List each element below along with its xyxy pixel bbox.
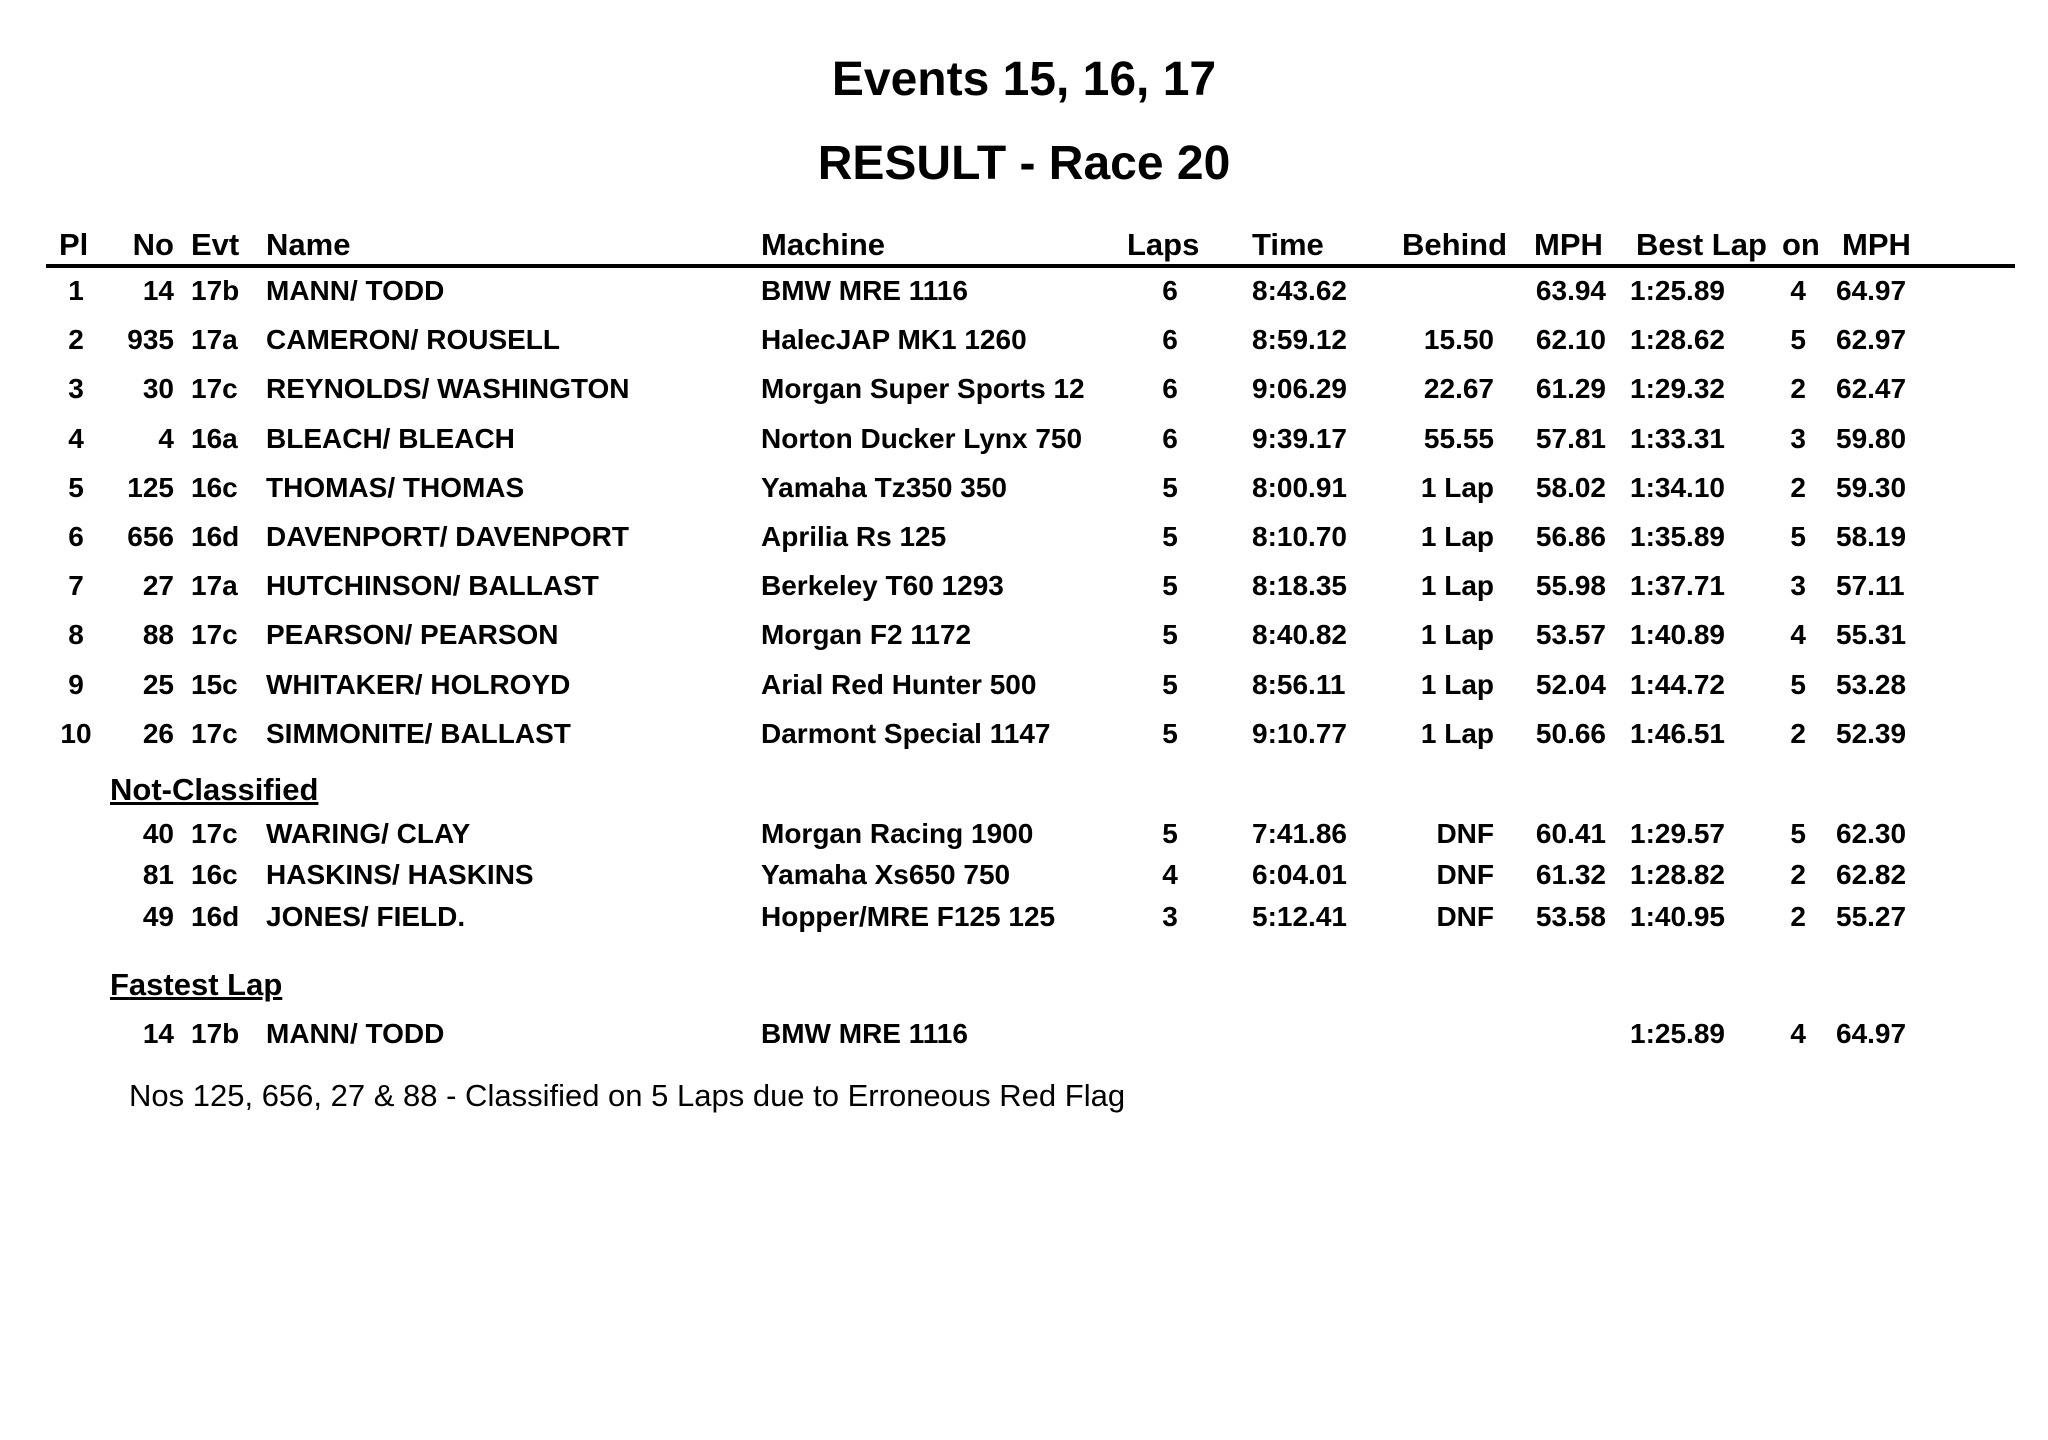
- cell-no: 88: [142, 619, 174, 651]
- cell-name: MANN/ TODD: [266, 275, 445, 306]
- cell-best-mph: 62.82: [1836, 859, 1907, 890]
- cell-mph: 62.10: [1535, 324, 1606, 356]
- cell-best-mph: 62.97: [1836, 324, 1907, 356]
- cell-no: 27: [142, 570, 174, 602]
- cell-pl: 6: [68, 521, 84, 552]
- cell-machine: Hopper/MRE F125 125: [761, 901, 1056, 932]
- cell-best-lap: 1:33.31: [1630, 422, 1725, 454]
- cell-time: 8:40.82: [1252, 619, 1347, 651]
- cell-machine: Arial Red Hunter 500: [761, 668, 1037, 700]
- cell-machine: Morgan Racing 1900: [761, 818, 1034, 849]
- table-row: [0, 419, 2048, 459]
- cell-best-mph: 62.30: [1836, 818, 1907, 849]
- cell-time: 8:56.11: [1252, 668, 1346, 700]
- cell-time: 8:00.91: [1252, 471, 1347, 503]
- cell-behind: 1 Lap: [1420, 570, 1494, 602]
- cell-evt: 17b: [191, 1018, 240, 1049]
- cell-behind: DNF: [1436, 859, 1494, 890]
- cell-best-mph: 62.47: [1836, 373, 1907, 405]
- cell-time: 5:12.41: [1252, 901, 1347, 932]
- cell-best-mph: 53.28: [1836, 668, 1907, 700]
- cell-pl: 10: [60, 717, 92, 749]
- cell-no: 40: [142, 818, 174, 849]
- cell-pl: 7: [68, 570, 84, 602]
- cell-behind: 1 Lap: [1420, 471, 1494, 503]
- table-row: [0, 271, 2048, 311]
- cell-best-lap: 1:40.95: [1630, 901, 1725, 932]
- header-name: Name: [266, 227, 351, 262]
- cell-mph: 53.57: [1535, 619, 1606, 651]
- cell-time: 9:39.17: [1252, 422, 1347, 454]
- cell-time: 8:59.12: [1252, 324, 1347, 356]
- cell-name: MANN/ TODD: [266, 1018, 445, 1049]
- cell-time: 8:18.35: [1252, 570, 1347, 602]
- header-time: Time: [1252, 227, 1324, 262]
- cell-machine: Yamaha Xs650 750: [761, 859, 1011, 890]
- cell-best-mph: 55.27: [1836, 901, 1907, 932]
- cell-no: 25: [142, 668, 174, 700]
- cell-laps: 6: [1162, 373, 1178, 405]
- cell-on: 4: [1790, 275, 1806, 306]
- cell-on: 4: [1790, 1018, 1806, 1049]
- cell-machine: Morgan Super Sports 12: [761, 373, 1085, 405]
- page-subtitle: RESULT - Race 20: [817, 137, 1231, 190]
- cell-behind: 1 Lap: [1420, 717, 1494, 749]
- cell-no: 14: [142, 1018, 174, 1049]
- cell-evt: 15c: [191, 668, 238, 700]
- cell-best-lap: 1:34.10: [1630, 471, 1725, 503]
- header-on: on: [1782, 227, 1820, 262]
- table-row: [0, 714, 2048, 754]
- cell-laps: 5: [1162, 570, 1178, 602]
- cell-mph: 60.41: [1535, 818, 1606, 849]
- cell-mph: 63.94: [1535, 275, 1606, 306]
- cell-on: 2: [1790, 373, 1806, 405]
- cell-time: 9:10.77: [1252, 717, 1347, 749]
- cell-no: 4: [158, 422, 174, 454]
- cell-behind: 22.67: [1423, 373, 1494, 405]
- cell-no: 935: [127, 324, 174, 356]
- table-row: [0, 369, 2048, 409]
- cell-best-lap: 1:28.82: [1630, 859, 1725, 890]
- table-row: [0, 517, 2048, 557]
- cell-no: 30: [142, 373, 174, 405]
- cell-on: 5: [1790, 521, 1806, 552]
- header-pl: Pl: [59, 227, 89, 262]
- cell-time: 8:43.62: [1252, 275, 1347, 306]
- cell-evt: 16a: [191, 422, 238, 454]
- header-behind: Behind: [1402, 227, 1508, 262]
- cell-laps: 5: [1162, 717, 1178, 749]
- cell-laps: 5: [1162, 521, 1178, 552]
- cell-no: 81: [142, 859, 174, 890]
- cell-evt: 16d: [191, 901, 240, 932]
- cell-machine: BMW MRE 1116: [761, 1018, 968, 1049]
- cell-name: THOMAS/ THOMAS: [266, 471, 525, 503]
- cell-time: 7:41.86: [1252, 818, 1347, 849]
- table-row: [0, 320, 2048, 360]
- cell-best-lap: 1:29.57: [1630, 818, 1725, 849]
- cell-laps: 5: [1162, 619, 1178, 651]
- cell-time: 6:04.01: [1252, 859, 1347, 890]
- cell-on: 4: [1790, 619, 1806, 651]
- cell-best-lap: 1:46.51: [1630, 717, 1725, 749]
- cell-no: 14: [142, 275, 174, 306]
- cell-on: 3: [1790, 570, 1806, 602]
- cell-no: 49: [142, 901, 174, 932]
- cell-pl: 9: [68, 668, 84, 700]
- cell-name: HUTCHINSON/ BALLAST: [266, 570, 599, 602]
- cell-mph: 58.02: [1535, 471, 1606, 503]
- cell-pl: 3: [68, 373, 84, 405]
- header-evt: Evt: [191, 227, 240, 262]
- cell-pl: 8: [68, 619, 84, 651]
- cell-name: WHITAKER/ HOLROYD: [266, 668, 571, 700]
- cell-best-mph: 59.80: [1836, 422, 1907, 454]
- table-row: [0, 566, 2048, 606]
- cell-mph: 61.32: [1535, 859, 1606, 890]
- cell-on: 2: [1790, 471, 1806, 503]
- cell-evt: 17a: [191, 324, 238, 356]
- cell-evt: 16d: [191, 521, 240, 552]
- cell-mph: 53.58: [1535, 901, 1606, 932]
- cell-time: 8:10.70: [1252, 521, 1347, 552]
- table-row: [0, 855, 2048, 895]
- cell-evt: 16c: [191, 859, 238, 890]
- table-row: [0, 897, 2048, 937]
- cell-laps: 5: [1162, 471, 1178, 503]
- cell-on: 5: [1790, 818, 1806, 849]
- cell-machine: BMW MRE 1116: [761, 275, 968, 306]
- cell-time: 9:06.29: [1252, 373, 1347, 405]
- cell-name: PEARSON/ PEARSON: [266, 619, 559, 651]
- table-row: [0, 1014, 2048, 1054]
- cell-best-lap: 1:40.89: [1630, 619, 1725, 651]
- table-row: [0, 665, 2048, 705]
- table-row: [0, 615, 2048, 655]
- cell-mph: 52.04: [1535, 668, 1606, 700]
- cell-on: 2: [1790, 901, 1806, 932]
- cell-laps: 6: [1162, 275, 1178, 306]
- cell-best-lap: 1:29.32: [1630, 373, 1725, 405]
- cell-on: 2: [1790, 717, 1806, 749]
- cell-pl: 1: [68, 275, 84, 306]
- cell-evt: 16c: [191, 471, 238, 503]
- cell-laps: 5: [1162, 818, 1178, 849]
- cell-machine: Berkeley T60 1293: [761, 570, 1004, 602]
- cell-name: SIMMONITE/ BALLAST: [266, 717, 571, 749]
- cell-evt: 17c: [191, 619, 238, 651]
- cell-laps: 6: [1162, 324, 1178, 356]
- fastest-lap-heading: Fastest Lap: [110, 967, 283, 1002]
- cell-machine: HalecJAP MK1 1260: [761, 324, 1027, 356]
- cell-no: 125: [127, 471, 174, 503]
- header-laps: Laps: [1127, 227, 1200, 262]
- cell-best-mph: 59.30: [1836, 471, 1907, 503]
- cell-laps: 3: [1162, 901, 1178, 932]
- cell-machine: Norton Ducker Lynx 750: [761, 422, 1083, 454]
- cell-machine: Aprilia Rs 125: [761, 521, 947, 552]
- cell-mph: 50.66: [1535, 717, 1606, 749]
- cell-name: JONES/ FIELD.: [266, 901, 466, 932]
- cell-mph: 55.98: [1535, 570, 1606, 602]
- cell-best-mph: 64.97: [1836, 1018, 1907, 1049]
- cell-best-lap: 1:25.89: [1630, 1018, 1725, 1049]
- cell-evt: 17b: [191, 275, 240, 306]
- cell-pl: 2: [68, 324, 84, 356]
- cell-behind: 1 Lap: [1420, 521, 1494, 552]
- header-no: No: [132, 227, 174, 262]
- cell-on: 2: [1790, 859, 1806, 890]
- cell-machine: Morgan F2 1172: [761, 619, 972, 651]
- header-rule: [46, 264, 2015, 268]
- cell-evt: 17c: [191, 818, 238, 849]
- cell-evt: 17a: [191, 570, 238, 602]
- cell-on: 5: [1790, 668, 1806, 700]
- cell-laps: 4: [1162, 859, 1178, 890]
- cell-on: 5: [1790, 324, 1806, 356]
- cell-pl: 4: [68, 422, 84, 454]
- cell-behind: DNF: [1436, 901, 1494, 932]
- page-title: Events 15, 16, 17: [831, 53, 1217, 106]
- cell-no: 656: [127, 521, 174, 552]
- cell-best-mph: 55.31: [1836, 619, 1907, 651]
- cell-on: 3: [1790, 422, 1806, 454]
- cell-best-mph: 58.19: [1836, 521, 1907, 552]
- cell-laps: 6: [1162, 422, 1178, 454]
- cell-name: BLEACH/ BLEACH: [266, 422, 515, 454]
- cell-machine: Yamaha Tz350 350: [761, 471, 1007, 503]
- cell-best-lap: 1:25.89: [1630, 275, 1725, 306]
- table-row: [0, 814, 2048, 854]
- cell-best-lap: 1:37.71: [1630, 570, 1725, 602]
- cell-best-mph: 57.11: [1836, 570, 1905, 602]
- cell-pl: 5: [68, 471, 84, 503]
- cell-best-mph: 64.97: [1836, 275, 1907, 306]
- cell-name: HASKINS/ HASKINS: [266, 859, 534, 890]
- cell-evt: 17c: [191, 373, 238, 405]
- cell-evt: 17c: [191, 717, 238, 749]
- cell-mph: 61.29: [1535, 373, 1606, 405]
- cell-behind: DNF: [1436, 818, 1494, 849]
- header-best-lap: Best Lap: [1636, 227, 1767, 262]
- cell-machine: Darmont Special 1147: [761, 717, 1051, 749]
- cell-behind: 15.50: [1423, 324, 1494, 356]
- cell-best-lap: 1:28.62: [1630, 324, 1725, 356]
- cell-behind: 55.55: [1423, 422, 1494, 454]
- cell-laps: 5: [1162, 668, 1178, 700]
- cell-best-lap: 1:35.89: [1630, 521, 1725, 552]
- cell-best-mph: 52.39: [1836, 717, 1907, 749]
- cell-name: REYNOLDS/ WASHINGTON: [266, 373, 630, 405]
- header-best-mph: MPH: [1842, 227, 1911, 262]
- cell-behind: 1 Lap: [1420, 619, 1494, 651]
- cell-name: WARING/ CLAY: [266, 818, 471, 849]
- cell-mph: 56.86: [1535, 521, 1606, 552]
- cell-name: DAVENPORT/ DAVENPORT: [266, 521, 629, 552]
- footnote: Nos 125, 656, 27 & 88 - Classified on 5 Laps due to Erroneous Red Flag: [129, 1078, 1126, 1113]
- cell-name: CAMERON/ ROUSELL: [266, 324, 560, 356]
- header-mph: MPH: [1534, 227, 1603, 262]
- cell-behind: 1 Lap: [1420, 668, 1494, 700]
- header-machine: Machine: [761, 227, 886, 262]
- not-classified-heading: Not-Classified: [110, 772, 319, 807]
- cell-mph: 57.81: [1535, 422, 1606, 454]
- cell-best-lap: 1:44.72: [1630, 668, 1725, 700]
- cell-no: 26: [142, 717, 174, 749]
- table-row: [0, 468, 2048, 508]
